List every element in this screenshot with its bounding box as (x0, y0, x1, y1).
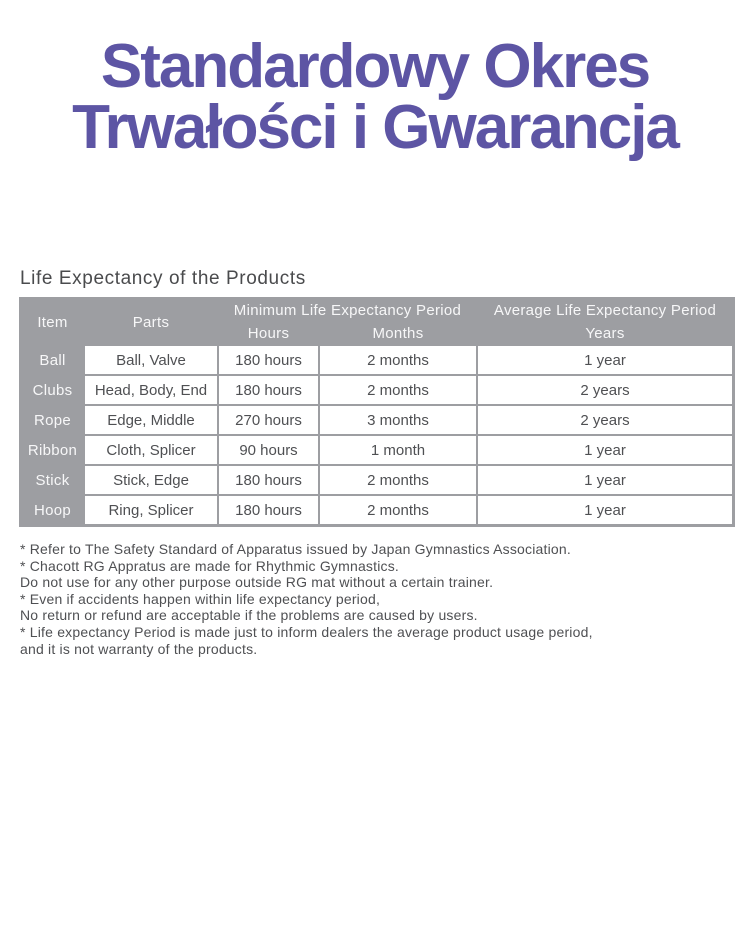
footnote-line: * Refer to The Safety Standard of Apparatus issued by Japan Gymnastics Association. (20, 541, 571, 557)
months-cell: 3 months (319, 405, 477, 435)
hours-cell: 180 hours (218, 495, 319, 525)
parts-cell: Ring, Splicer (84, 495, 218, 525)
col-header-months: Months (319, 322, 477, 345)
col-header-parts: Parts (84, 299, 218, 345)
years-cell: 1 year (477, 435, 733, 465)
hours-cell: 270 hours (218, 405, 319, 435)
footnote-line: * Chacott RG Appratus are made for Rhythmic Gymnastics. (20, 557, 400, 574)
footnotes (19, 541, 731, 657)
parts-cell: Ball, Valve (84, 345, 218, 375)
item-cell: Stick (21, 465, 84, 495)
months-cell: 1 month (319, 435, 477, 465)
parts-cell: Edge, Middle (84, 405, 218, 435)
footnote-line: * Even if accidents happen within life expectancy period, (20, 590, 381, 607)
table-row (21, 435, 733, 465)
parts-cell: Stick, Edge (84, 465, 218, 495)
item-cell: Rope (21, 405, 84, 435)
months-cell: 2 months (319, 345, 477, 375)
col-header-hours: Hours (218, 322, 319, 345)
item-cell: Ball (21, 345, 84, 375)
hours-cell: 180 hours (218, 375, 319, 405)
parts-cell: Cloth, Splicer (84, 435, 218, 465)
years-cell: 1 year (477, 465, 733, 495)
months-cell: 2 months (319, 465, 477, 495)
hours-cell: 90 hours (218, 435, 319, 465)
col-header-item: Item (21, 299, 84, 345)
col-header-avg-period: Average Life Expectancy Period (477, 299, 733, 322)
years-cell: 2 years (477, 405, 733, 435)
life-expectancy-table (19, 297, 735, 527)
table-row (21, 375, 733, 405)
table-row (21, 405, 733, 435)
footnote-line: No return or refund are acceptable if the problems are caused by users. (20, 607, 478, 624)
hours-cell: 180 hours (218, 345, 319, 375)
footnote-line: * Life expectancy Period is made just to inform dealers the average product usage period, (20, 623, 593, 640)
page-title-line1: Standardowy Okres (100, 32, 650, 101)
parts-cell: Head, Body, End (84, 375, 218, 405)
col-header-min-period: Minimum Life Expectancy Period (218, 299, 477, 322)
table-row (21, 345, 733, 375)
item-cell: Hoop (21, 495, 84, 525)
years-cell: 2 years (477, 375, 733, 405)
col-header-years: Years (477, 322, 733, 345)
section-heading: Life Expectancy of the Products (20, 268, 306, 289)
item-cell: Ribbon (21, 435, 84, 465)
years-cell: 1 year (477, 495, 733, 525)
table-header-row-1 (21, 299, 733, 322)
footnote-line: Do not use for any other purpose outside RG mat without a certain trainer. (20, 574, 494, 591)
item-cell: Clubs (21, 375, 84, 405)
page-title (19, 32, 731, 162)
table-row (21, 495, 733, 525)
table-row (21, 465, 733, 495)
page-title-line2: Trwałości i Gwarancja (72, 93, 678, 162)
footnote-line: and it is not warranty of the products. (20, 640, 258, 657)
months-cell: 2 months (319, 375, 477, 405)
months-cell: 2 months (319, 495, 477, 525)
years-cell: 1 year (477, 345, 733, 375)
hours-cell: 180 hours (218, 465, 319, 495)
